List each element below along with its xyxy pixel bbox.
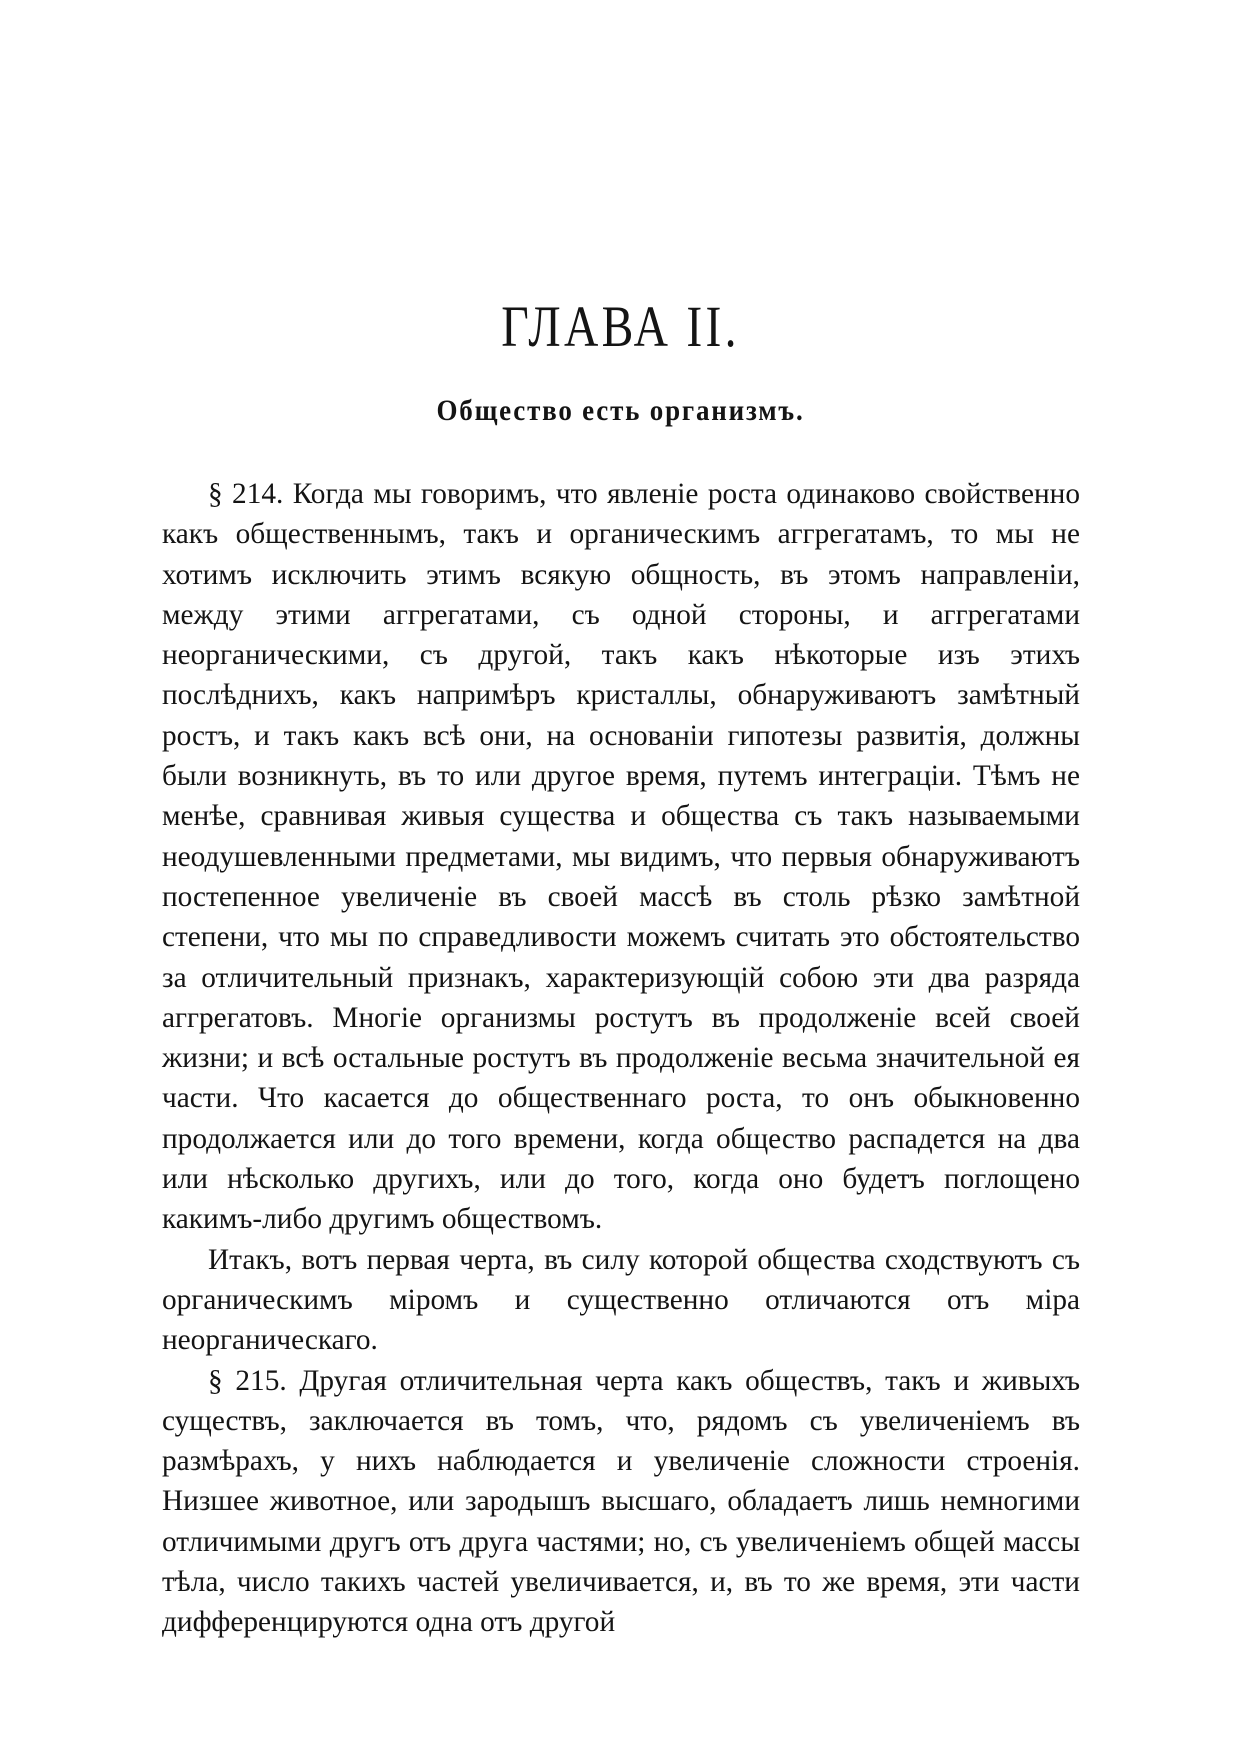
paragraph-215: § 215. Другая отличительная черта какъ обществъ, такъ и живыхъ существъ, заключается въ томъ, что, рядомъ съ увеличеніемъ въ размѣрахъ, у нихъ наблюдается и увеличеніе сложности строенія. Низшее животное, или зародышъ высшаго, обладаетъ лишь немногими отличимыми другъ отъ друга частями; но, съ увеличеніемъ общей массы тѣла, число такихъ частей увеличивается, и, въ то же время, эти части дифференцируются одна отъ другой bbox=[162, 1364, 1080, 1639]
chapter-title: ГЛАВА II. bbox=[501, 294, 740, 359]
paragraph-214: § 214. Когда мы говоримъ, что явленіе роста одинаково свойственно какъ общественнымъ, такъ и органическимъ аггрегатамъ, то мы не хотимъ исключить этимъ всякую общность, въ этомъ направленіи, между этими аггрегатами, съ одной стороны, и аггрегатами неорганическими, съ другой, такъ какъ нѣкоторые изъ этихъ послѣднихъ, какъ напримѣръ кристаллы, обнаруживаютъ замѣтный ростъ, и такъ какъ всѣ они, на основаніи гипотезы развитія, должны были возникнуть, въ то или другое время, путемъ интеграціи. Тѣмъ не менѣе, сравнивая живыя существа и общества съ такъ называемыми неодушевленными предметами, мы видимъ, что первыя обнаруживаютъ постепенное увеличеніе въ своей массѣ въ столь рѣзко замѣтной степени, что мы по справедливости можемъ считать это обстоятельство за отличительный признакъ, характеризующій собою эти два разряда аггрегатовъ. Многіе организмы ростутъ въ продолженіе всей своей жизни; и всѣ остальные ростутъ въ продолженіе весьма значительной ея части. Что касается до общественнаго роста, то онъ обыкновенно продолжается или до того времени, когда общество распадется на два или нѣсколько другихъ, или до того, когда оно будетъ поглощено какимъ-либо другимъ обществомъ. bbox=[162, 478, 1080, 1236]
body-text bbox=[162, 474, 1080, 1643]
paragraph-conclusion: Итакъ, вотъ первая черта, въ силу которой общества сходствуютъ съ органическимъ міромъ и существенно отличаются отъ міра неорганическаго. bbox=[162, 1243, 1080, 1357]
chapter-subtitle: Общество есть организмъ. bbox=[436, 394, 805, 427]
